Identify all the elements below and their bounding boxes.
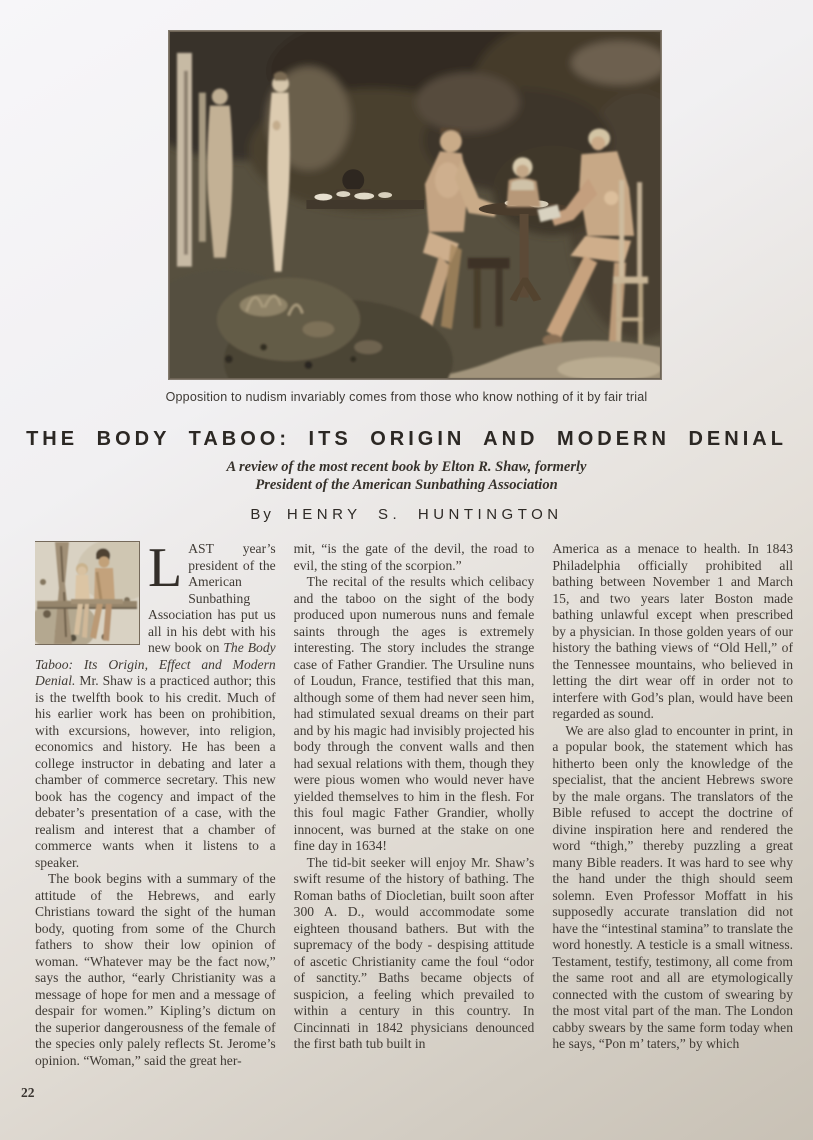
inset-photo-illustration xyxy=(35,542,139,644)
column-3 xyxy=(552,541,793,1102)
column-2 xyxy=(294,541,535,1102)
column2-paragraph-3: The tid-bit seeker will enjoy Mr. Shaw’s swift resume of the history of bathing. The Roman baths of Diocletian, built soon after 300 A. D., would accommodate some eighteen thousand bathers. But with the supremacy of the body - despising attitude of ascetic Christianity came the foul “odor of sanctity.” Baths became objects of suspicion, a feeling which prevailed to within a century in this country. In Cincinnati in 1842 physicians denounced the first bath tub built in xyxy=(293,854,535,1051)
main-photo xyxy=(168,30,662,380)
subtitle-line-1: A review of the most recent book by Elton R. Shaw, formerly xyxy=(226,459,587,475)
column3-paragraph-1: America as a menace to health. In 1843 Philadelphia officially prohibited all bathing between November 1 and March 15, and two years later Boston made bathing unlawful except when prescribed by a physician. In those golden years of our history the bathing views of “Old Hell,” of the Tennessee mountains, who believed in letting the dirt wear off in order not to interfere with God’s plan, would have been regarded as sound. xyxy=(552,541,794,721)
dropcap: L xyxy=(148,541,183,599)
page-number: 22 xyxy=(21,1085,35,1100)
subtitle-line-2: President of the American Sunbathing Association xyxy=(255,476,558,493)
article-subtitle xyxy=(0,459,813,494)
byline xyxy=(0,506,813,523)
column3-paragraph-2: We are also glad to encounter in print, in a popular book, the statement which has hitherto been only the knowledge of the specialist, that the ancient Hebrews swore by the male organs. The translators of the Bible refused to accept the doctrine of divine inspiration here and rendered the word “thigh,” thereby puzzling a great many Bible readers. It was hard to see why the hand under the thigh should seem solemn. Even Professor Moffatt in his supposedly accurate translation did not have the “intestinal stamina” to translate the word honestly. A testicle is a small witness. Testament, testify, testimony, all come from the same root and all are etymologically connected with the custom of swearing by the most vital part of the man. The London cabby swears by the same form today when he says, “Pon m’ taters,” by which xyxy=(552,722,794,1051)
inset-photo xyxy=(35,542,139,644)
article-body xyxy=(35,541,793,1102)
column1-text-start: AST year’s president of the American Sunbathing Association has put us all in his debt with his new book on xyxy=(148,541,276,655)
column1-text-rest: Mr. Shaw is a practiced author; this is the twelfth book to his credit. Much of his earlier work has been on prohibition, with excursions, however, into religion, economics and history. He has been a college instructor in debating and later a chamber of commerce secretary. This new book has the cogency and impact of the debater’s presentation of a case, with the realism and interest that a chamber of commerce wants when it listens to a speaker. xyxy=(35,673,276,870)
main-photo-illustration xyxy=(169,31,661,379)
column-1 xyxy=(35,541,276,1102)
column1-paragraph-1 xyxy=(35,541,276,871)
column2-paragraph-2: The recital of the results which celibacy and the taboo on the sight of the body produced upon numerous nuns and female saints through the ages is extremely interesting. The story includes the strange case of Father Grandier. The Ursuline nuns of Loudun, France, testified that this man, although some of them had never seen him, had stimulated sexual dreams on their part and by his magic had invisibly projected his body through the convent walls and then had sexual relations with them, though they were pious women who would never have yielded themselves to him in the flesh. For this foul magic Father Grandier, wholly innocent, was burned at the stake on one fine day in 1634! xyxy=(293,574,535,853)
photo-caption: Opposition to nudism invariably comes from those who know nothing of it by fair trial xyxy=(165,390,648,404)
byline-author: HENRY S. HUNTINGTON xyxy=(286,506,563,523)
column2-paragraph-1: mit, “is the gate of the devil, the road to evil, the sting of the scorpion.” xyxy=(293,541,535,573)
byline-prefix: By xyxy=(250,506,274,523)
article-title: THE BODY TABOO: ITS ORIGIN AND MODERN DENIAL xyxy=(26,428,787,450)
column1-paragraph-2: The book begins with a summary of the attitude of the Hebrews, and early Christians toward the sight of the human body, quoting from some of the Church fathers to show their low opinion of woman. “Whatever may be the fact now,” says the author, “early Christianity was a message of hope for men and a message of despair for women.” Kipling’s dictum on the superior dangerousness of the female of the species only palely reflects St. Jerome’s opinion. “Woman,” said the great her- xyxy=(35,871,276,1068)
book-title: The Body Taboo: Its Origin, Effect and Modern Denial. xyxy=(35,640,276,688)
